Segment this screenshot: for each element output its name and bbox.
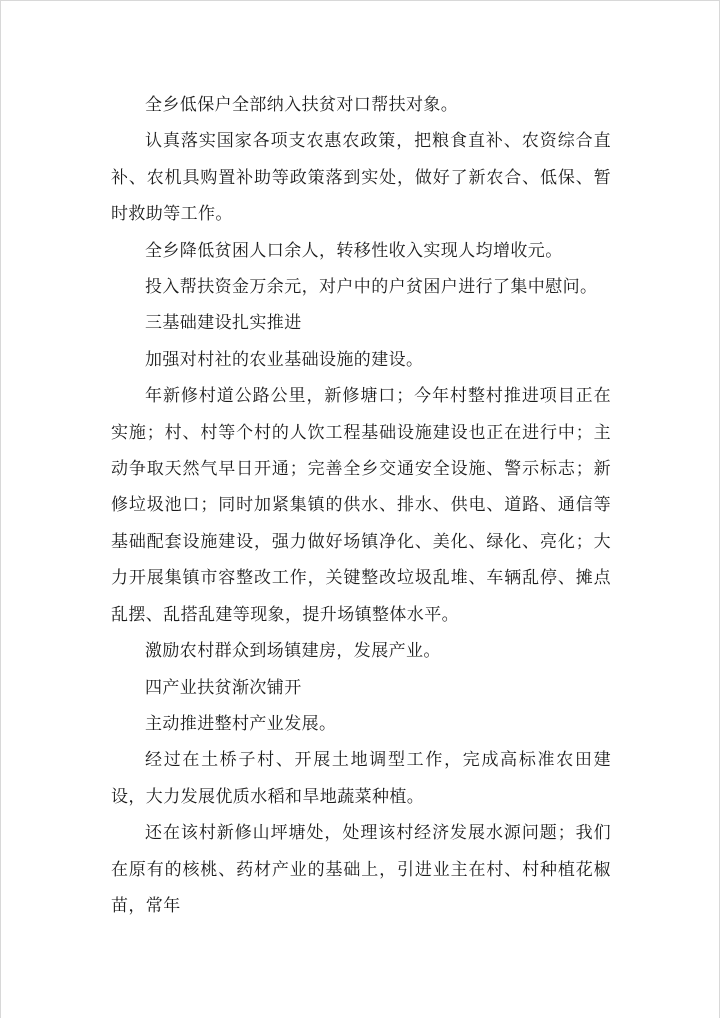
section-heading-3: 三基础建设扎实推进 [145,313,302,334]
paragraph-5: 加强对村社的农业基础设施的建设。 [145,349,424,370]
paragraph-3: 全乡降低贫困人口余人，转移性收入实现人均增收元。 [145,240,563,261]
paragraph-10: 还在该村新修山坪塘处，处理该村经济发展水源问题；我们在原有的核桃、药材产业的基础上，引进业主在村、村种植花椒苗，常年 [111,823,611,916]
paragraph-6: 年新修村道公路公里，新修塘口；今年村整村推进项目正在实施；村、村等个村的人饮工程基础设施建设也正在进行中；主动争取天然气早日开通；完善全乡交通安全设施、警示标志；新修垃圾池口；同时加紧集镇的供水、排水、供电、道路、通信等基础配套设施建设，强力做好场镇净化、美化、绿化、亮化；大力开展集镇市容整改工作，关键整改垃圾乱堆、车辆乱停、摊点乱摆、乱搭乱建等现象，提升场镇整体水平。 [111,386,611,625]
paragraph-8: 主动推进整村产业发展。 [145,713,337,734]
paragraph-4: 投入帮扶资金万余元，对户中的户贫困户进行了集中慰问。 [145,277,598,298]
section-heading-4: 四产业扶贫渐次铺开 [145,677,302,698]
paragraph-7: 激励农村群众到场镇建房，发展产业。 [145,641,441,662]
paragraph-1: 全乡低保户全部纳入扶贫对口帮扶对象。 [145,95,459,115]
document-body [111,87,611,924]
paragraph-9: 经过在土桥子村、开展土地调型工作，完成高标准农田建设，大力发展优质水稻和旱地蔬菜种植。 [111,750,611,807]
paragraph-2: 认真落实国家各项支农惠农政策，把粮食直补、农资综合直补、农机具购置补助等政策落到实处，做好了新农合、低保、暂时救助等工作。 [111,131,611,225]
